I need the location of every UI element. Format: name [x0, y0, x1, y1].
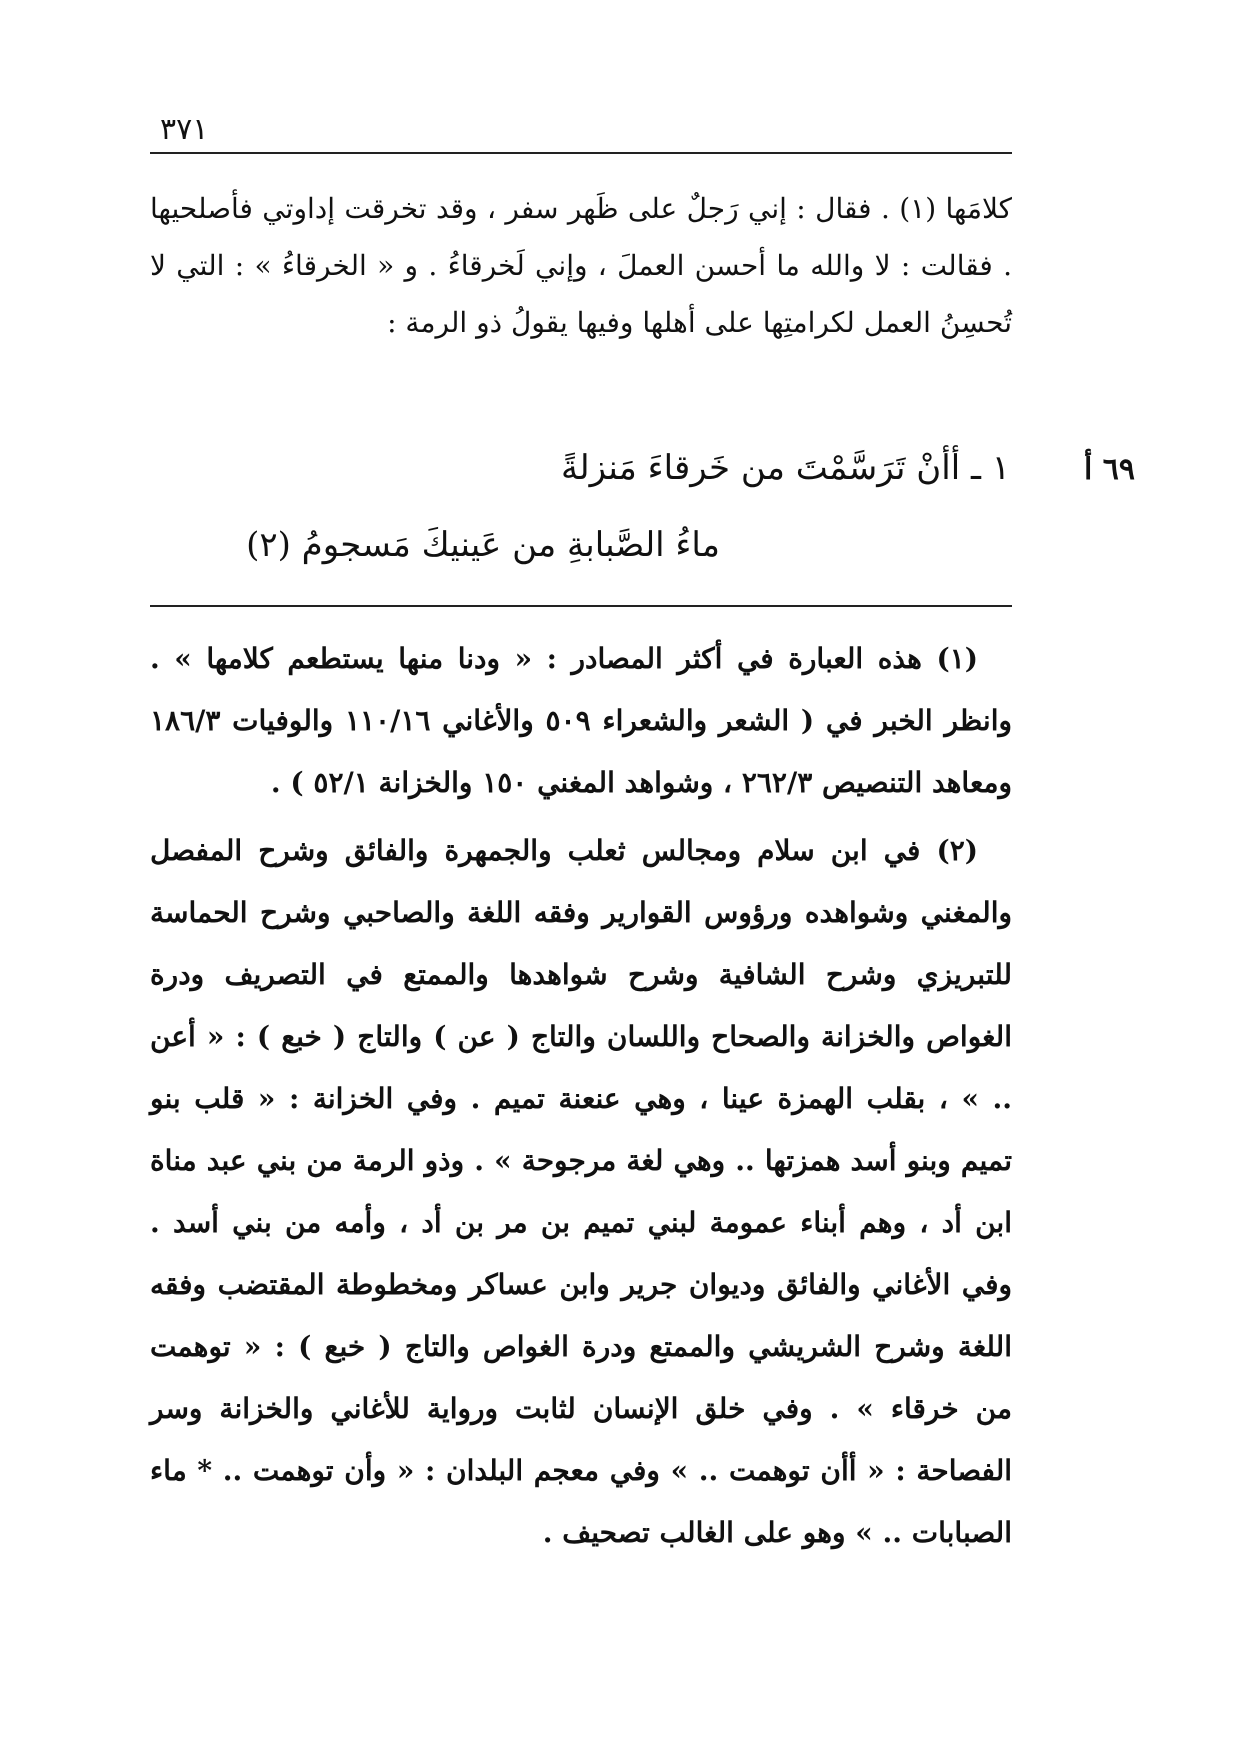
body-text: [150, 180, 1012, 351]
verse-first-hemistich: ١ ـ أأنْ تَرَسَّمْتَ من خَرقاءَ مَنزلةً: [561, 448, 1010, 488]
footnotes: [150, 628, 1012, 1564]
footnote-2: (٢) في ابن سلام ومجالس ثعلب والجمهرة والفائق وشرح المفصل والمغني وشواهده ورؤوس القوارير وفقه اللغة والصاحبي وشرح الحماسة للتبريزي وشرح الشافية وشرح شواهدها والممتع في التصريف ودرة الغواص والخزانة والصحاح واللسان والتاج ( عن ) والتاج ( خبع ) : « أعن .. » ، بقلب الهمزة عينا ، وهي عنعنة تميم . وفي الخزانة : « قلب بنو تميم وبنو أسد همزتها .. وهي لغة مرجوحة » . وذو الرمة من بني عبد مناة ابن أد ، وهم أبناء عمومة لبني تميم بن مر بن أد ، وأمه من بني أسد . وفي الأغاني والفائق وديوان جرير وابن عساكر ومخطوطة المقتضب وفقه اللغة وشرح الشريشي والممتع ودرة الغواص والتاج ( خبع ) : « توهمت من خرقاء » . وفي خلق الإنسان لثابت ورواية للأغاني والخزانة وسر الفصاحة : « أأن توهمت .. » وفي معجم البلدان : « وأن توهمت .. * ماء الصبابات .. » وهو على الغالب تصحيف .: [150, 834, 1012, 1549]
verse-second-hemistich: ماءُ الصَّبابةِ من عَينيكَ مَسجومُ (٢): [246, 525, 720, 565]
footnote-separator: [150, 605, 1012, 607]
body-paragraph: كلامَها (١) . فقال : إني رَجلٌ على ظَهر سفر ، وقد تخرقت إداوتي فأصلحيها . فقالت : لا والله ما أحسن العملَ ، وإني لَخرقاءُ . و « الخرقاءُ » : التي لا تُحسِنُ العمل لكرامتِها على أهلها وفيها يقولُ ذو الرمة :: [150, 192, 1012, 339]
header-rule: [150, 152, 1012, 154]
page-number: ٣٧١: [160, 112, 209, 147]
footnote-1: (١) هذه العبارة في أكثر المصادر : « ودنا منها يستطعم كلامها » . وانظر الخبر في ( الشعر والشعراء ٥٠٩ والأغاني ١١٠/١٦ والوفيات ١٨٦/٣ ومعاهد التنصيص ٢٦٢/٣ ، وشواهد المغني ١٥٠ والخزانة ٥٢/١ ) .: [150, 642, 1012, 799]
verse-margin-marker: ٦٩ أ: [1083, 452, 1135, 487]
